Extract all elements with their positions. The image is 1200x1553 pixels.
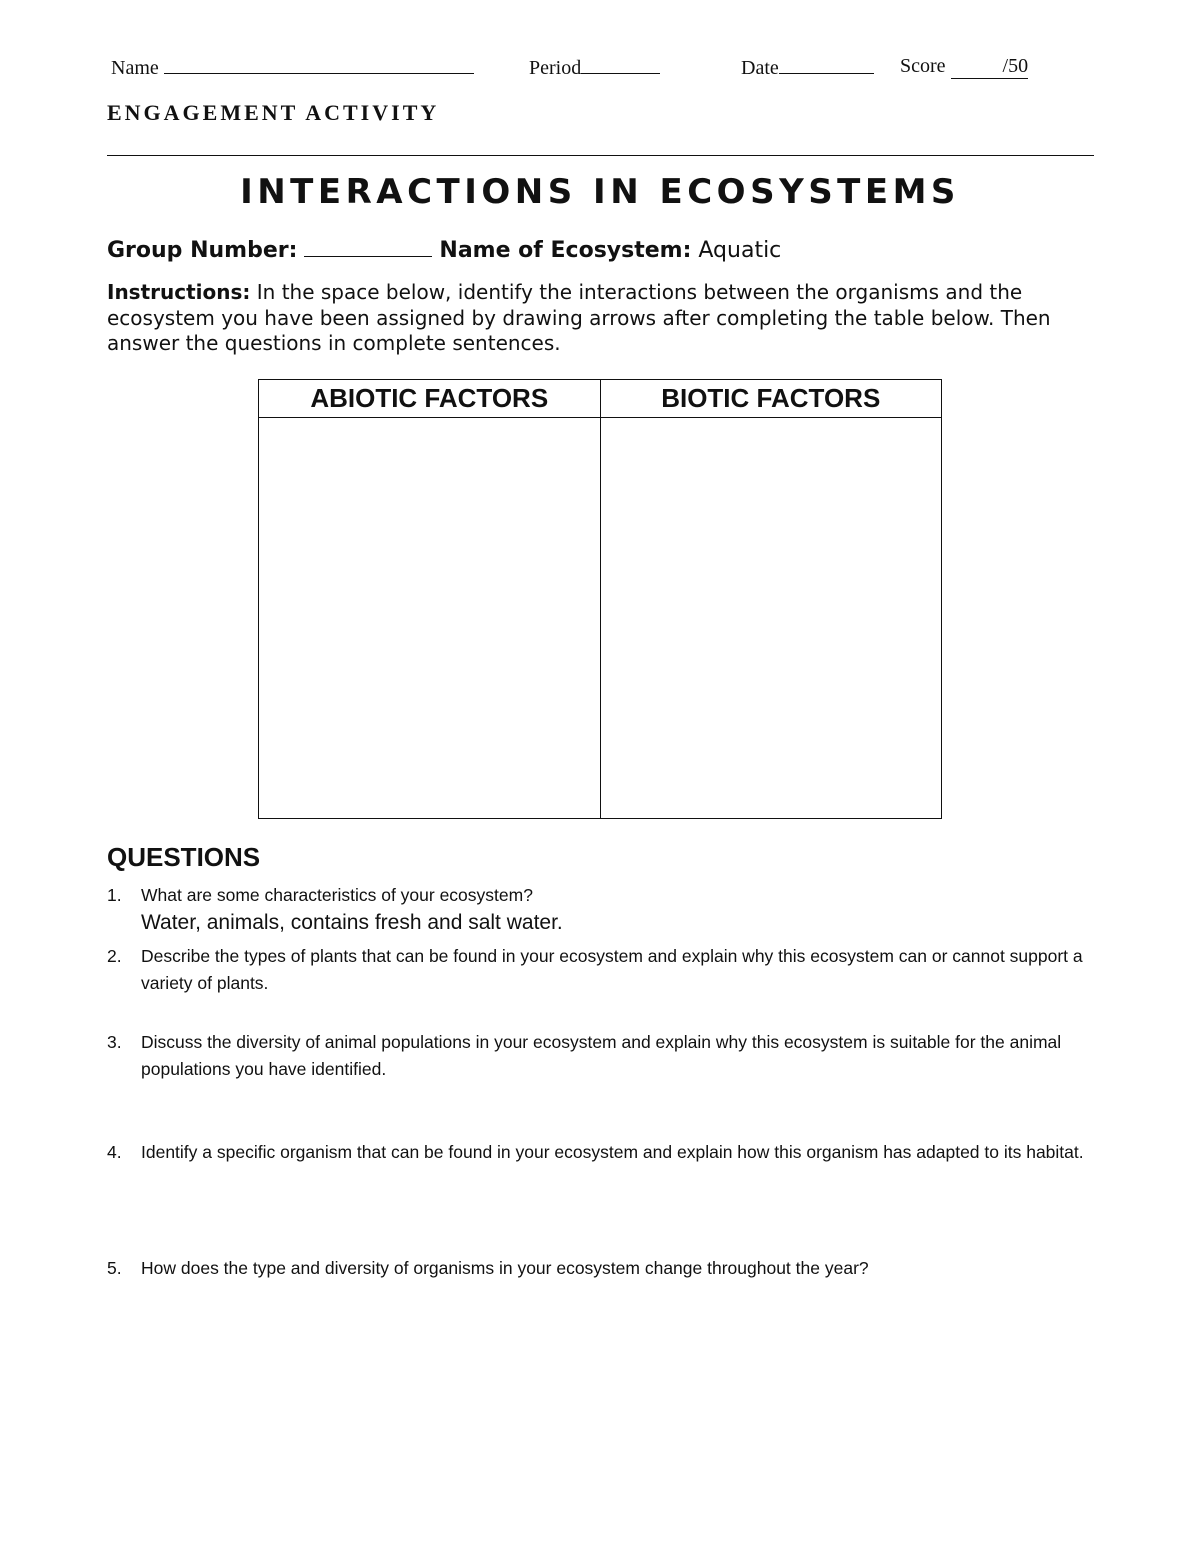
date-label: Date xyxy=(741,57,779,79)
ecosystem-label: Name of Ecosystem: xyxy=(439,238,692,263)
questions-heading: QUESTIONS xyxy=(107,842,261,872)
question-5 xyxy=(107,1255,1097,1282)
name-label: Name xyxy=(111,57,159,79)
date-blank[interactable] xyxy=(779,55,874,74)
period-field xyxy=(529,55,660,80)
page-title: INTERACTIONS IN ECOSYSTEMS xyxy=(240,172,960,212)
period-blank[interactable] xyxy=(581,55,660,74)
group-number-blank[interactable] xyxy=(304,238,432,257)
question-4 xyxy=(107,1139,1097,1166)
question-number: 3. xyxy=(107,1032,122,1052)
question-text: Identify a specific organism that can be found in your ecosystem and explain how this organism has adapted to its habitat. xyxy=(141,1142,1084,1162)
instructions xyxy=(107,280,1107,357)
question-number: 5. xyxy=(107,1258,122,1278)
question-number: 1. xyxy=(107,885,122,905)
period-label: Period xyxy=(529,57,582,79)
score-total: /50 xyxy=(1002,55,1029,77)
question-2 xyxy=(107,943,1097,997)
biotic-cell[interactable] xyxy=(600,418,942,819)
score-blank[interactable] xyxy=(951,55,1029,79)
question-text: How does the type and diversity of organisms in your ecosystem change throughout the year? xyxy=(141,1258,869,1278)
instructions-text: In the space below, identify the interactions between the organisms and the ecosystem you have been assigned by drawing arrows after completing the table below. Then answer the questions in complete sentences. xyxy=(107,280,1051,355)
date-field xyxy=(741,55,874,80)
score-field xyxy=(900,55,1028,79)
ecosystem-value: Aquatic xyxy=(698,238,782,263)
question-text: Discuss the diversity of animal populations in your ecosystem and explain why this ecosystem is suitable for the animal populations you have identified. xyxy=(141,1032,1062,1079)
biotic-header: BIOTIC FACTORS xyxy=(600,380,942,418)
question-text: What are some characteristics of your ecosystem? xyxy=(141,885,533,905)
answer-1[interactable]: Water, animals, contains fresh and salt water. xyxy=(141,911,563,934)
question-number: 2. xyxy=(107,946,122,966)
question-3 xyxy=(107,1029,1097,1083)
score-label: Score xyxy=(900,55,946,77)
question-number: 4. xyxy=(107,1142,122,1162)
question-text: Describe the types of plants that can be found in your ecosystem and explain why this ecosystem can or cannot support a variety of plants. xyxy=(141,946,1083,993)
section-label: ENGAGEMENT ACTIVITY xyxy=(107,100,440,125)
instructions-label: Instructions: xyxy=(107,280,251,304)
abiotic-header: ABIOTIC FACTORS xyxy=(259,380,601,418)
group-number-label: Group Number: xyxy=(107,238,298,263)
factors-table xyxy=(258,379,942,819)
question-1 xyxy=(107,882,1097,909)
divider xyxy=(107,155,1094,156)
abiotic-cell[interactable] xyxy=(259,418,601,819)
name-field xyxy=(111,55,474,80)
group-line xyxy=(107,238,781,263)
name-blank[interactable] xyxy=(164,55,474,74)
